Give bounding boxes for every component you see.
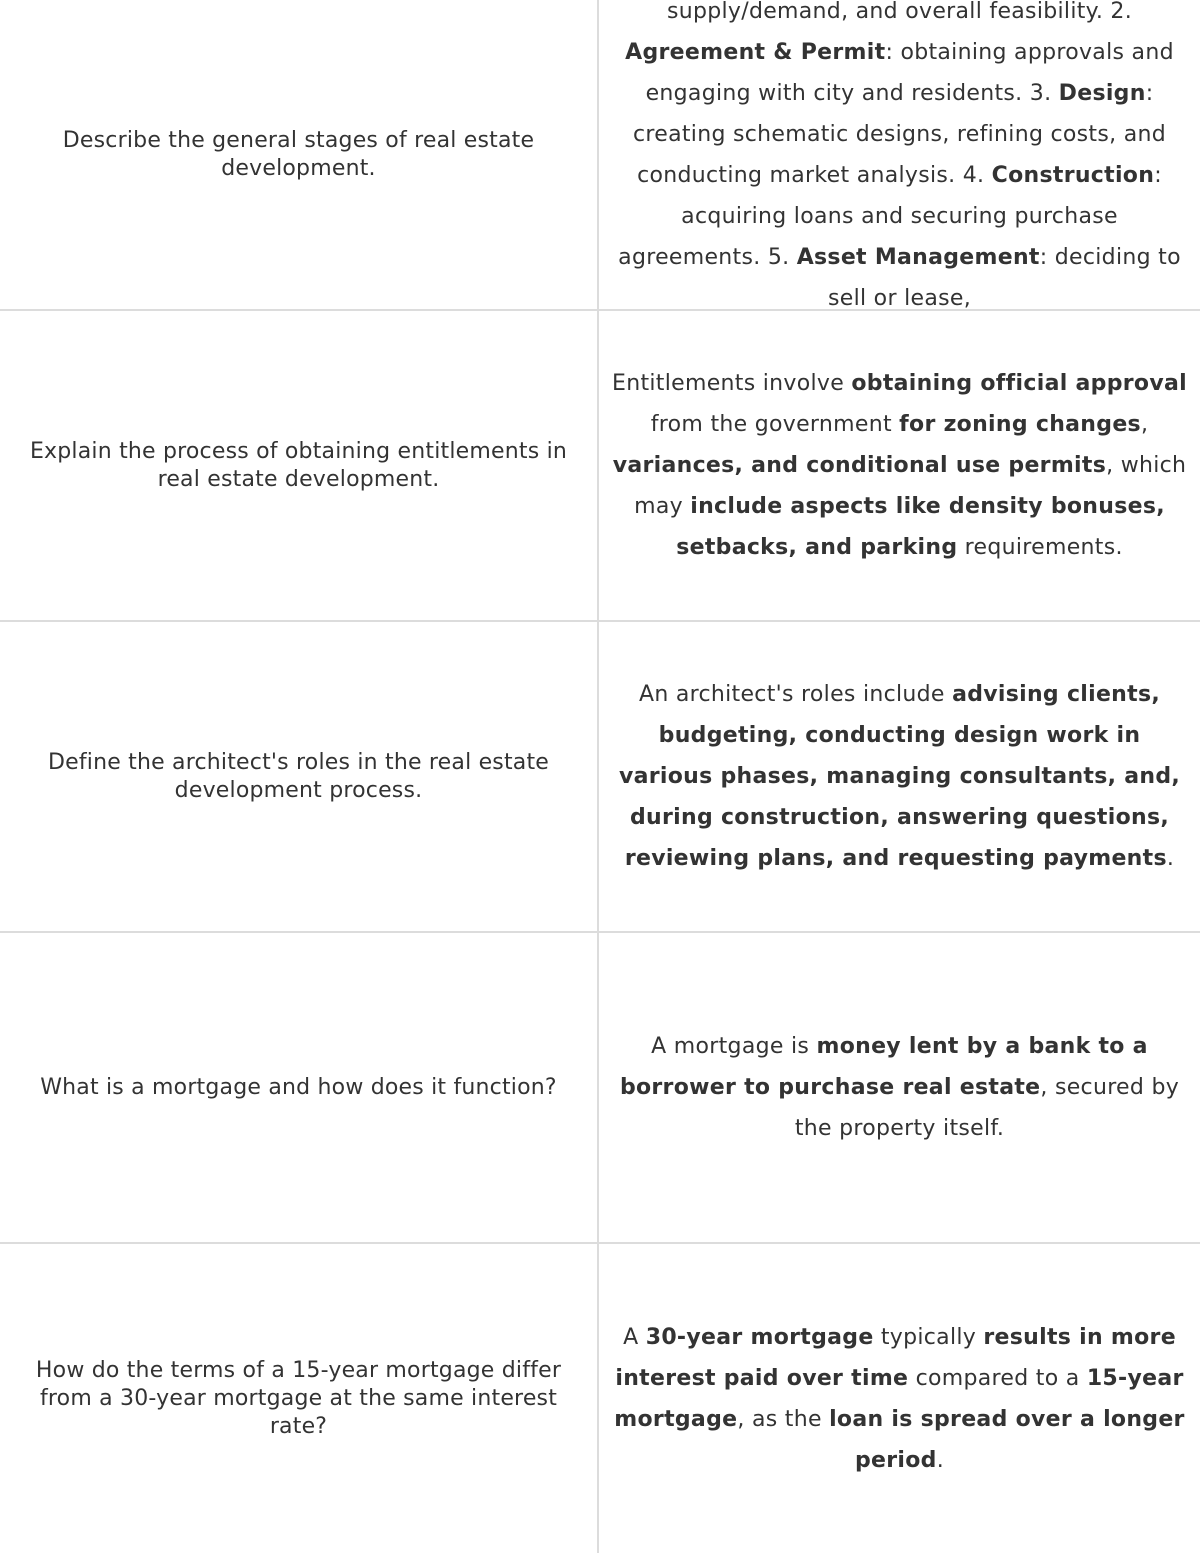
answer-bold-run: advising clients, budgeting, conducting design work in various phases, managing consultants, and, during construction, answering questions, reviewing plans, and requesting payments [618, 682, 1181, 871]
answer-text [611, 1026, 1188, 1149]
answer-bold-run: Construction [991, 163, 1155, 188]
answer-bold-run: results in more interest paid over time [615, 1324, 1176, 1391]
answer-run: A mortgage is [651, 1034, 817, 1059]
answer-cell [599, 1244, 1200, 1553]
answer-text [611, 674, 1188, 879]
card-row-4 [0, 933, 1200, 1244]
answer-bold-run: Agreement & Permit [625, 40, 886, 65]
answer-bold-run: variances, and conditional use permits [612, 453, 1107, 478]
answer-run: . [936, 1447, 945, 1473]
answer-run: : obtaining approvals and engaging with city and residents. 3. [645, 40, 1174, 106]
answer-bold-run: Design [1058, 81, 1146, 106]
answer-bold-run: money lent by a bank to a borrower to purchase real estate [619, 1034, 1148, 1100]
answer-run: compared to a [908, 1365, 1087, 1391]
answer-text [611, 0, 1188, 309]
answer-text [611, 363, 1188, 568]
answer-bold-run: include aspects like density bonuses, setbacks, and parking [676, 494, 1165, 560]
column-divider [597, 0, 599, 1553]
answer-run: from the government [650, 412, 900, 437]
question-text: What is a mortgage and how does it function? [40, 1074, 557, 1100]
answer-bold-run: Asset Management [796, 245, 1040, 270]
question-cell [0, 311, 597, 620]
answer-cell [599, 933, 1200, 1242]
question-text: How do the terms of a 15-year mortgage differ from a 30-year mortgage at the same interest rate? [35, 1357, 562, 1439]
question-text: Explain the process of obtaining entitlements in real estate development. [29, 438, 568, 492]
answer-bold-run: 15-year mortgage [614, 1365, 1184, 1432]
answer-text [611, 1317, 1188, 1481]
answer-run: : creating schematic designs, refining costs, and conducting market analysis. 4. [632, 81, 1166, 188]
answer-run: , which may [634, 453, 1187, 519]
question-cell [0, 0, 597, 309]
answer-run: : deciding to sell or lease, [827, 245, 1181, 309]
answer-run: typically [873, 1324, 984, 1350]
answer-cell [599, 311, 1200, 620]
answer-run: , as the [737, 1406, 830, 1432]
answer-run: An architect's roles include [638, 682, 953, 707]
answer-bold-run: for zoning changes [899, 412, 1141, 437]
answer-run: Entitlements involve [612, 371, 852, 396]
answer-bold-run: 30-year mortgage [645, 1324, 874, 1350]
question-cell [0, 622, 597, 931]
answer-run: . [1166, 846, 1175, 871]
answer-cell [599, 0, 1200, 309]
card-row-1 [0, 0, 1200, 311]
answer-run: supply/demand, and overall feasibility. 2. [666, 0, 1133, 24]
card-row-3 [0, 622, 1200, 933]
answer-run: requirements. [957, 535, 1123, 560]
answer-run: : acquiring loans and securing purchase agreements. 5. [618, 163, 1162, 270]
answer-run: A [623, 1324, 646, 1350]
answer-bold-run: loan is spread over a longer period [829, 1406, 1185, 1473]
answer-run: , secured by the property itself. [794, 1075, 1180, 1141]
card-row-2 [0, 311, 1200, 622]
question-text: Describe the general stages of real estate development. [62, 127, 535, 181]
answer-bold-run: obtaining official approval [851, 371, 1187, 396]
question-cell [0, 933, 597, 1242]
answer-run: , [1140, 412, 1149, 437]
answer-cell [599, 622, 1200, 931]
question-text: Define the architect's roles in the real estate development process. [47, 749, 550, 803]
question-cell [0, 1244, 597, 1553]
card-row-5 [0, 1244, 1200, 1553]
